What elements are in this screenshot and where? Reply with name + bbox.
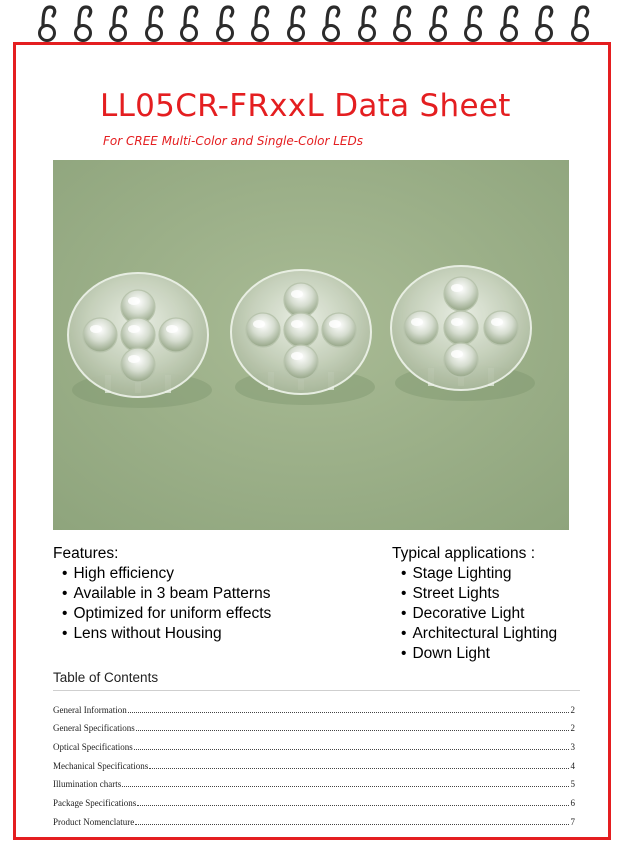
features-list <box>53 564 353 644</box>
toc-entry-label: Mechanical Specifications <box>53 760 149 771</box>
toc-title: Table of Contents <box>53 670 159 685</box>
application-item: • Street Lights <box>392 584 592 604</box>
toc-entry-page: 5 <box>570 779 575 790</box>
binding-ring <box>537 7 552 41</box>
binding-ring <box>395 7 410 41</box>
binding-ring <box>147 7 162 41</box>
toc-entry-label: Illumination charts <box>53 779 122 790</box>
toc-entry[interactable] <box>53 696 575 715</box>
binding-ring <box>218 7 233 41</box>
toc-entry[interactable] <box>53 752 575 771</box>
application-item: • Down Light <box>392 644 592 664</box>
toc-entry[interactable] <box>53 808 575 827</box>
binding-ring <box>253 7 268 41</box>
toc-entry-page: 3 <box>570 742 575 753</box>
applications-list <box>392 564 592 664</box>
toc-entry-label: Optical Specifications <box>53 742 133 753</box>
feature-item: • High efficiency <box>53 564 353 584</box>
feature-item: • Available in 3 beam Patterns <box>53 584 353 604</box>
binding-ring <box>40 7 55 41</box>
toc-entry[interactable] <box>53 715 575 734</box>
toc-entry-label: General Information <box>53 704 127 715</box>
application-item: • Decorative Light <box>392 604 592 624</box>
feature-item: • Lens without Housing <box>53 624 353 644</box>
binding-ring <box>76 7 91 41</box>
binding-ring <box>324 7 339 41</box>
binding-ring <box>431 7 446 41</box>
spiral-binding <box>0 0 624 60</box>
binding-ring <box>466 7 481 41</box>
product-photo <box>53 160 569 530</box>
toc-entry-page: 2 <box>570 723 575 734</box>
binding-ring <box>502 7 517 41</box>
toc-entry-label: Product Nomenclature <box>53 816 135 827</box>
applications-block <box>392 544 592 664</box>
table-of-contents <box>53 696 575 827</box>
toc-entry-page: 2 <box>570 704 575 715</box>
features-heading: Features: <box>53 545 119 562</box>
page-subtitle: For CREE Multi-Color and Single-Color LEDs <box>103 134 364 148</box>
toc-entry-page: 4 <box>570 760 575 771</box>
binding-ring <box>289 7 304 41</box>
feature-item: • Optimized for uniform effects <box>53 604 353 624</box>
features-block <box>53 544 353 644</box>
binding-ring <box>573 7 588 41</box>
binding-ring <box>111 7 126 41</box>
toc-entry-page: 7 <box>570 816 575 827</box>
applications-heading: Typical applications : <box>392 545 536 562</box>
toc-entry-label: Package Specifications <box>53 798 137 809</box>
binding-ring <box>360 7 375 41</box>
toc-entry[interactable] <box>53 771 575 790</box>
application-item: • Stage Lighting <box>392 564 592 584</box>
application-item: • Architectural Lighting <box>392 624 592 644</box>
toc-entry[interactable] <box>53 789 575 808</box>
toc-entry[interactable] <box>53 733 575 752</box>
toc-entry-page: 6 <box>570 798 575 809</box>
toc-entry-label: General Specifications <box>53 723 135 734</box>
binding-ring <box>182 7 197 41</box>
page-title: LL05CR-FRxxL Data Sheet <box>100 88 511 124</box>
toc-divider <box>53 690 580 691</box>
